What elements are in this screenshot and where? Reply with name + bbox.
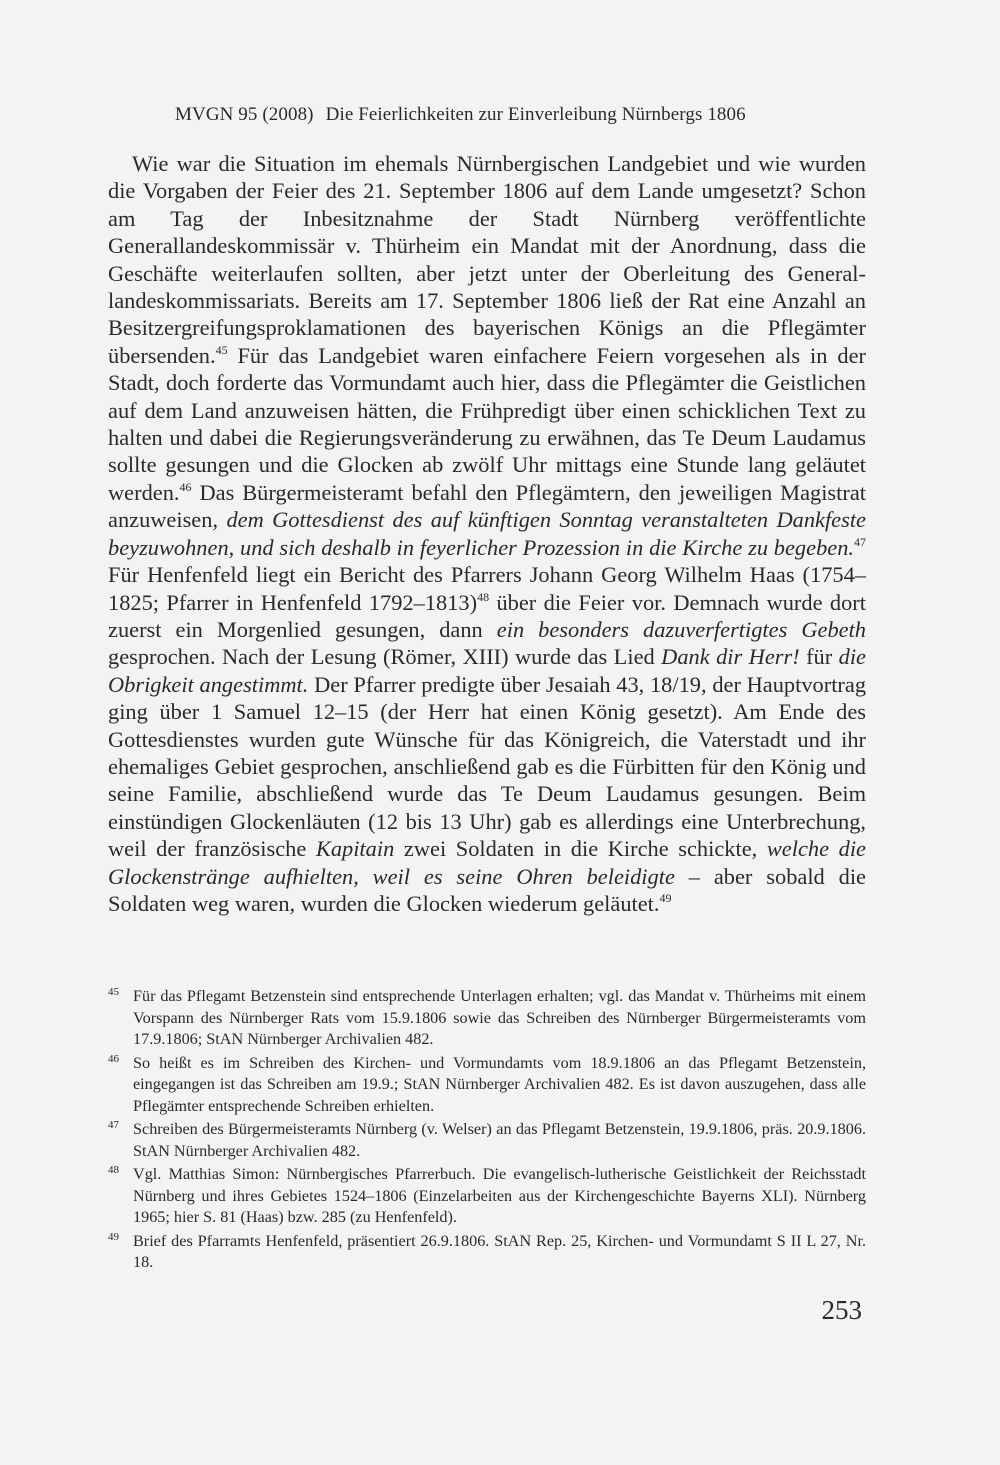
footnote-46 [108, 1053, 866, 1118]
text-run: zwei Soldaten in die Kirche schickte, [394, 836, 767, 862]
footnote-ref-46[interactable]: 46 [179, 479, 192, 494]
footnote-ref-48[interactable]: 48 [477, 589, 490, 604]
text-run: – aber sobald die Soldaten weg waren, wurden die Glocken wiederum geläutet. [108, 863, 866, 916]
footnote-ref-47[interactable]: 47 [854, 534, 866, 549]
footnote-number: 46 [108, 1052, 119, 1065]
footnote-text: Brief des Pfarramts Henfenfeld, präsentiert 26.9.1806. StAN Rep. 25, Kirchen- und Vormundamt S II L 27, Nr. 18. [133, 1231, 866, 1271]
quotation: ein besonders dazuverfertigtes Gebeth [496, 616, 866, 642]
footnote-48 [108, 1164, 866, 1229]
footnote-number: 47 [108, 1119, 119, 1131]
article-title: Die Feierlichkeiten zur Einverleibung Nürnbergs 1806 [325, 104, 746, 125]
footnotes [108, 986, 866, 1276]
footnote-text: Vgl. Matthias Simon: Nürnbergisches Pfarrerbuch. Die evangelisch-lutherische Geistlichkeit der Reichsstadt Nürnberg und ihres Gebietes 1524–1806 (Einzelarbeiten aus der Kirchengeschichte Bayerns XLI). Nürnberg 1965; hier S. 81 (Haas) bzw. 285 (zu Henfenfeld). [133, 1165, 866, 1226]
footnote-text: So heißt es im Schreiben des Kirchen- und Vormundamts vom 18.9.1806 an das Pflegamt Betzenstein, eingegangen ist das Schreiben am 19.9.; StAN Nürnberger Archivalien 482. Es ist davon auszugehen, dass alle Pflegämter entsprechende Schreiben erhielten. [133, 1053, 866, 1115]
quotation: dem Gottesdienst des auf künftigen Sonntag veranstalteten Dankfeste beyzuwohnen, und sich deshalb in feyerlicher Prozession in die Kirche zu begeben. [108, 507, 866, 560]
quotation: die Obrigkeit angestimmt. [108, 644, 866, 697]
footnote-text: Für das Pflegamt Betzenstein sind entsprechende Unterlagen erhalten; vgl. das Mandat v. Thürheims mit einem Vorspann des Nürnberger Rats vom 15.9.1806 sowie das Schreiben des Nürnberger Bürgermeisteramts vom 17.9.1806; StAN Nürnberger Archivalien 482. [133, 987, 866, 1048]
text-run: gesprochen. Nach der Lesung (Römer, XIII) wurde das Lied [108, 644, 662, 670]
text-run: Das Bürgermeisteramt befahl den Pflegämtern, den jeweiligen Magistrat anzuweisen, [108, 479, 866, 533]
footnote-number: 48 [108, 1164, 119, 1176]
text-run: über die Feier vor. Demnach wurde dort zuerst ein Morgenlied gesungen, dann [108, 589, 866, 642]
text-run: Für Henfenfeld liegt ein Bericht des Pfarrers Johann Georg Wilhelm Haas (1754–1825; Pfarrer in Henfenfeld 1792–1813) [108, 562, 866, 615]
quotation: Kapitain [315, 836, 395, 862]
footnote-45 [108, 986, 866, 1051]
quotation: welche die Glockenstränge aufhielten, weil es seine Ohren beleidigte [108, 836, 866, 889]
footnote-47 [108, 1119, 866, 1162]
footnote-number: 45 [108, 986, 119, 998]
footnote-49 [108, 1231, 866, 1274]
quotation: Dank dir Herr! [661, 644, 800, 670]
journal-reference: MVGN 95 (2008) [175, 104, 314, 125]
footnote-number: 49 [108, 1230, 119, 1243]
main-text [108, 150, 866, 917]
footnote-ref-45[interactable]: 45 [215, 342, 228, 357]
paragraph [108, 150, 866, 917]
text-run: Für das Landgebiet waren einfachere Feiern vorgesehen als in der Stadt, doch forderte das Vormundamt auch hier, dass die Pflegämter die Geistlichen auf dem Land anzuweisen hätten, die Frühpredigt über einen schicklichen Text zu halten und dabei die Regierungsveränderung zu erwähnen, das Te Deum Laudamus sollte gesungen und die Glocken ab zwölf Uhr mittags eine Stunde lang geläutet werden. [108, 342, 866, 505]
text-run: für [799, 644, 839, 670]
footnote-ref-49[interactable]: 49 [659, 890, 672, 905]
footnote-text: Schreiben des Bürgermeisteramts Nürnberg (v. Welser) an das Pflegamt Betzenstein, 19.9.1806, präs. 20.9.1806. StAN Nürnberger Archivalien 482. [133, 1120, 866, 1160]
running-head [175, 104, 825, 126]
page-number: 253 [821, 1295, 862, 1325]
text-run: Der Pfarrer predigte über Jesaiah 43, 18/19, der Hauptvortrag ging über 1 Samuel 12–15 (der Herr hat einen König gesetzt). Am Ende des Gottesdienstes wurden gute Wünsche für das Königreich, die Vaterstadt und ihr ehemaliges Gebiet gesprochen, anschließend gab es die Fürbitten für den König und seine Familie, abschließend wurde das Te Deum Laudamus gesungen. Beim einstündigen Glockenläuten (12 bis 13 Uhr) gab es allerdings eine Unterbrechung, weil der französische [108, 671, 867, 862]
text-run: Wie war die Situation im ehemals Nürnbergischen Landgebiet und wie wurden die Vorgaben der Feier des 21. September 1806 auf dem Lande umgesetzt? Schon am Tag der Inbesitznahme der Stadt Nürnberg veröffentlichte Generallandeskommissär v. Thürheim ein Mandat mit der Anordnung, dass die Geschäfte weiterlaufen sollten, aber jetzt unter der Oberleitung des Generallandeskommissariats. Bereits am 17. September 1806 ließ der Rat eine Anzahl an Besitzergreifungsproklamationen des bayerischen Königs an die Pflegämter übersenden. [108, 151, 866, 368]
